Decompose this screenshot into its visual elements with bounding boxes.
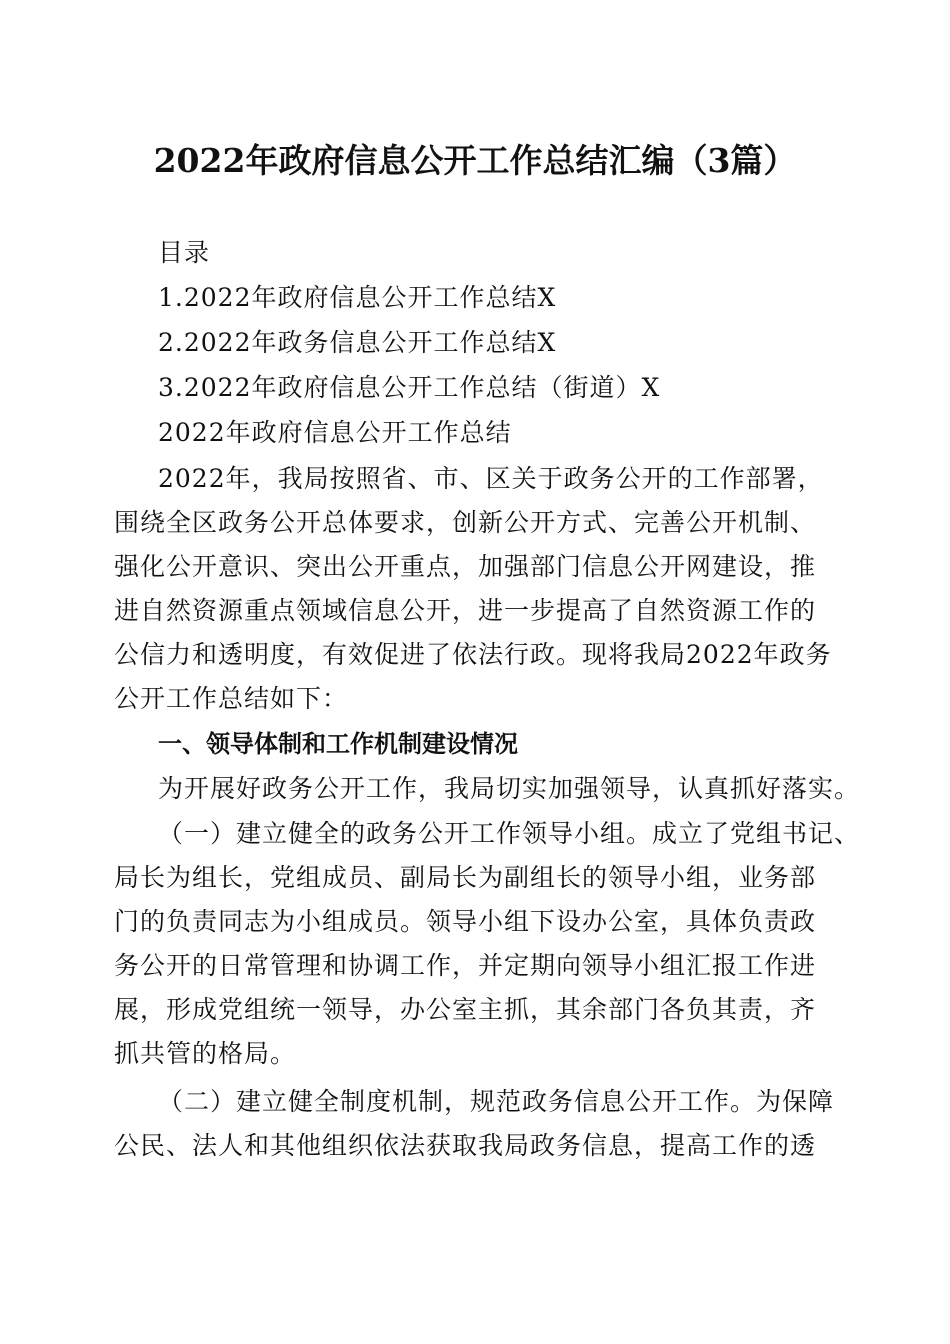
intro-line-4: 进自然资源重点领域信息公开，进一步提高了自然资源工作的 [114, 596, 817, 625]
toc-item-1: 1.2022年政府信息公开工作总结X [158, 283, 557, 312]
sub1-line-3: 门的负责同志为小组成员。领导小组下设办公室，具体负责政 [114, 907, 817, 936]
sub1-line-1: （一）建立健全的政务公开工作领导小组。成立了党组书记、 [158, 819, 861, 848]
sub1-line-5: 展，形成党组统一领导，办公室主抓，其余部门各负其责，齐 [114, 995, 817, 1024]
heading1-paragraph: 为开展好政务公开工作，我局切实加强领导，认真抓好落实。 [158, 774, 861, 803]
section-title: 2022年政府信息公开工作总结 [158, 418, 512, 447]
sub1-line-6: 抓共管的格局。 [114, 1039, 297, 1068]
sub1-line-2: 局长为组长，党组成员、副局长为副组长的领导小组，业务部 [114, 863, 817, 892]
intro-line-6: 公开工作总结如下： [114, 684, 349, 713]
intro-line-5: 公信力和透明度，有效促进了依法行政。现将我局2022年政务 [114, 640, 832, 669]
toc-item-2: 2.2022年政务信息公开工作总结X [158, 328, 557, 357]
sub1-line-4: 务公开的日常管理和协调工作，并定期向领导小组汇报工作进 [114, 951, 817, 980]
document-title: 2022年政府信息公开工作总结汇编（3篇） [153, 141, 797, 180]
intro-line-2: 围绕全区政务公开总体要求，创新公开方式、完善公开机制、 [114, 508, 817, 537]
intro-line-3: 强化公开意识、突出公开重点，加强部门信息公开网建设，推 [114, 552, 817, 581]
heading-leadership: 一、领导体制和工作机制建设情况 [158, 730, 518, 758]
sub2-line-2: 公民、法人和其他组织依法获取我局政务信息，提高工作的透 [114, 1131, 817, 1160]
toc-item-3: 3.2022年政府信息公开工作总结（街道）X [158, 373, 661, 402]
sub2-line-1: （二）建立健全制度机制，规范政务信息公开工作。为保障 [158, 1087, 835, 1116]
intro-line-1: 2022年，我局按照省、市、区关于政务公开的工作部署， [158, 464, 824, 493]
toc-label: 目录 [158, 238, 211, 267]
